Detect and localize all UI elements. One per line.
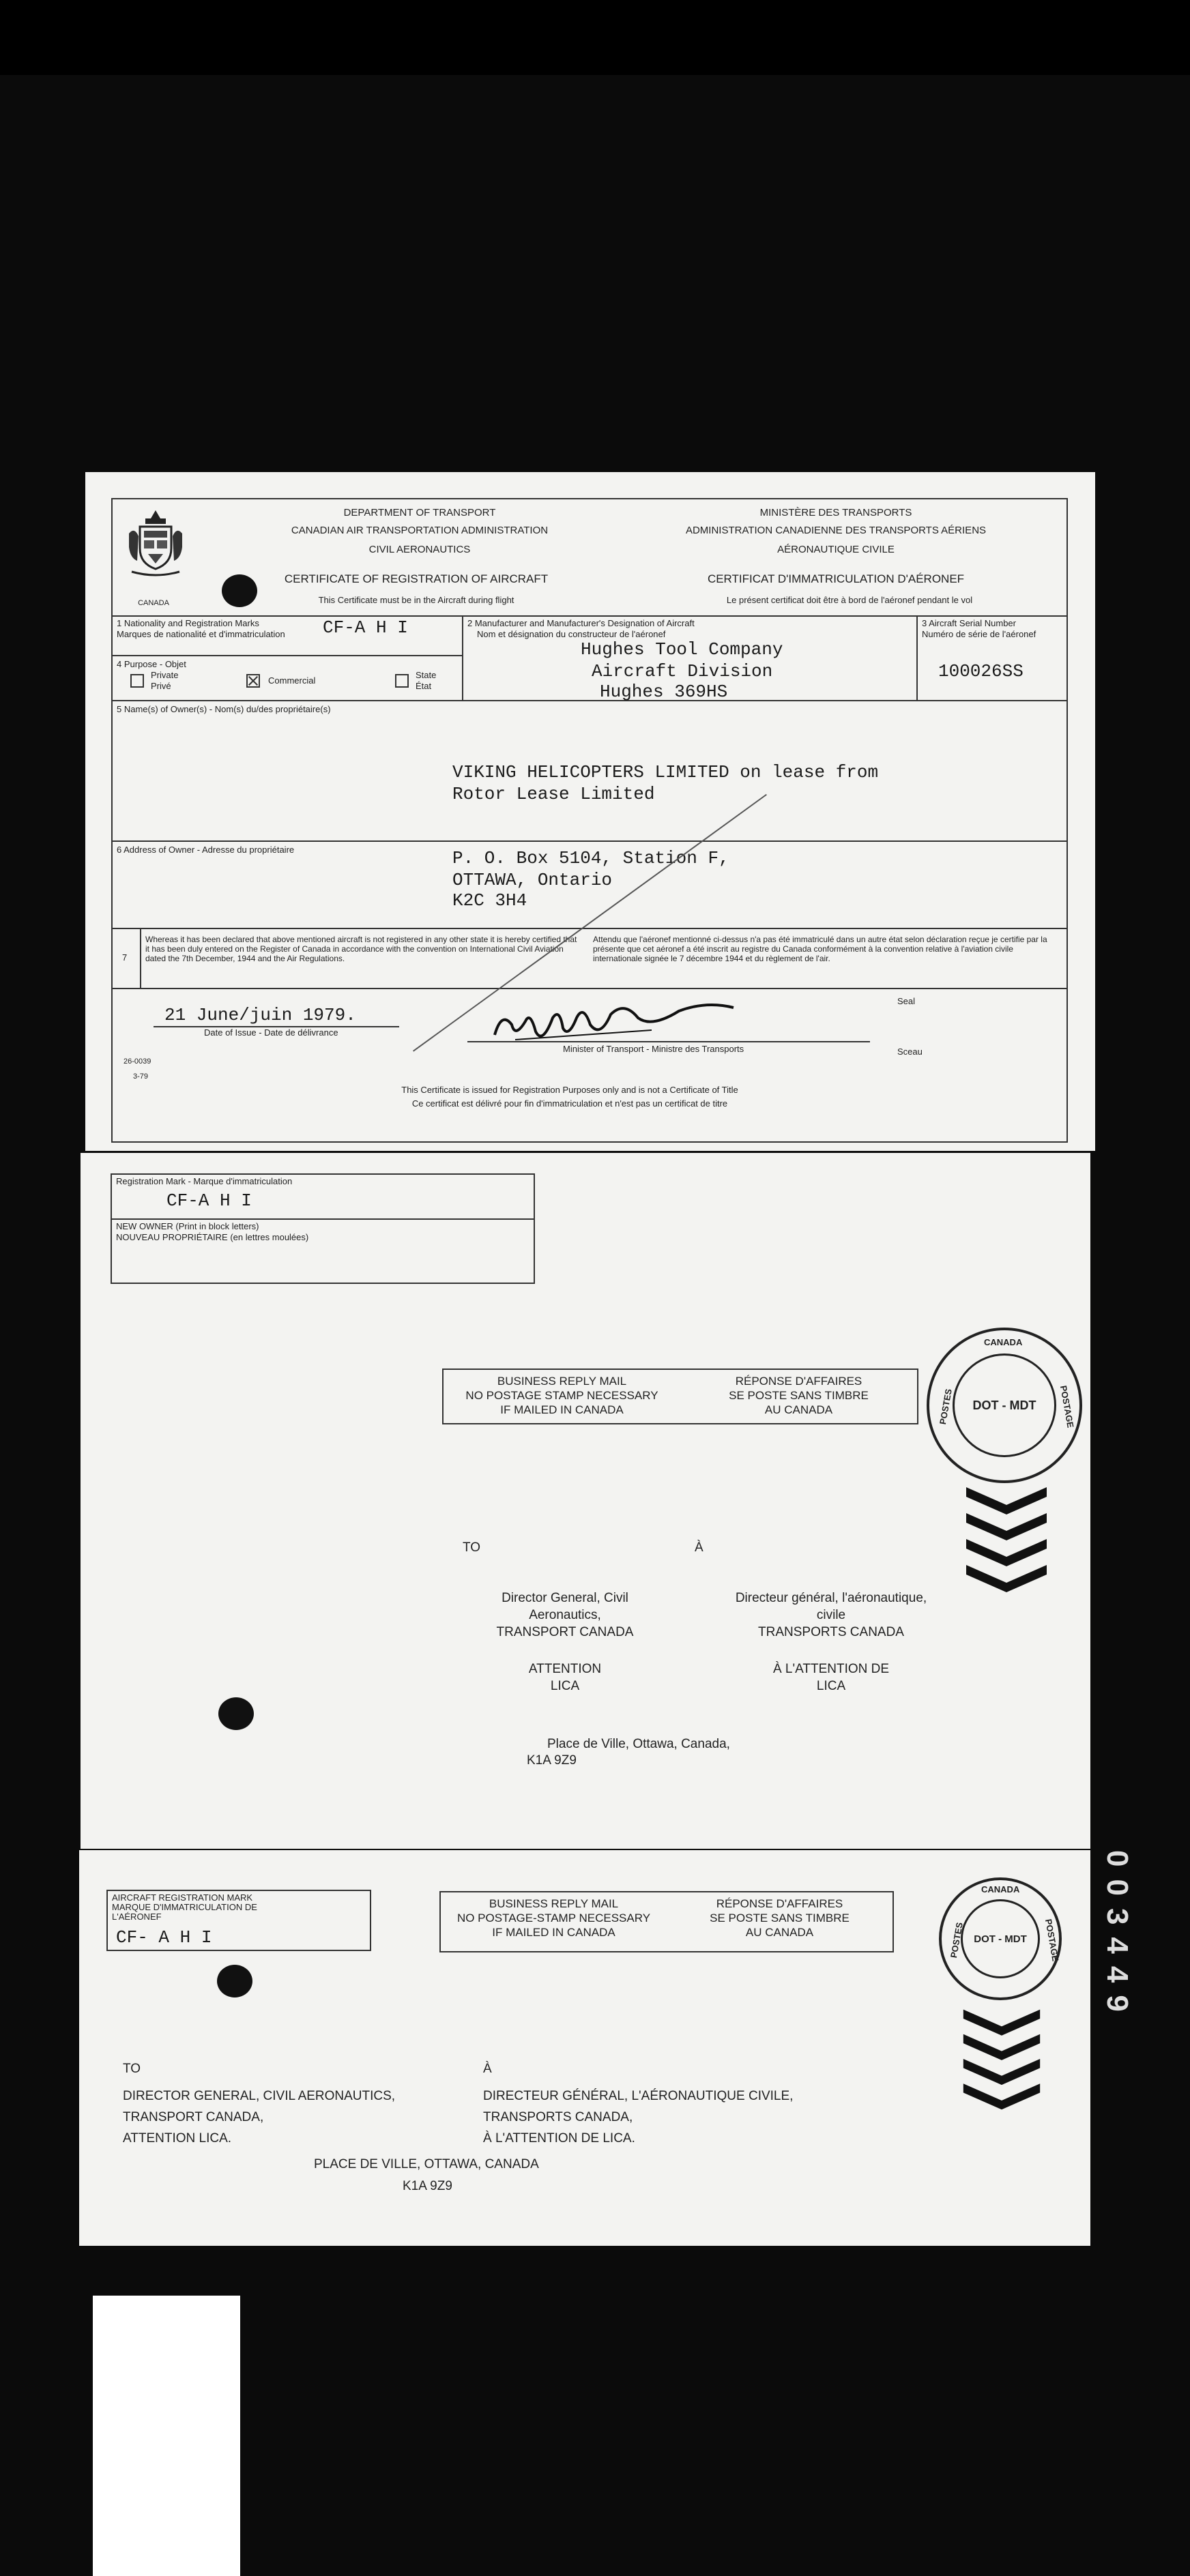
serial-number: 100026SS	[938, 661, 1024, 682]
mail2-addr-fr	[483, 2088, 793, 2147]
stamp-inner	[953, 1353, 1056, 1457]
manufacturer-line2: Aircraft Division	[592, 661, 773, 682]
field2-label-fr: Nom et désignation du constructeur de l'aéronef	[477, 629, 666, 639]
title-en: CERTIFICATE OF REGISTRATION OF AIRCRAFT	[284, 572, 549, 585]
stamp2-left: POSTES	[948, 1921, 965, 1959]
mail1-fr2: civile	[816, 1608, 846, 1622]
punch-hole-3	[217, 1965, 252, 1997]
reg-mark-label: Registration Mark - Marque d'immatriculation	[116, 1176, 293, 1186]
mail1-fr3: TRANSPORTS CANADA	[758, 1625, 904, 1639]
rule-col-a	[462, 615, 463, 700]
mail1-en3: TRANSPORT CANADA	[496, 1625, 634, 1639]
reply-en-2: NO POSTAGE STAMP NECESSARY	[465, 1389, 658, 1402]
issue-date-label: Date of Issue - Date de délivrance	[204, 1027, 338, 1038]
owner-line1: VIKING HELICOPTERS LIMITED on lease from	[452, 762, 879, 782]
field4-label: 4 Purpose - Objet	[117, 659, 186, 669]
mail1-a: À	[695, 1540, 703, 1555]
stamp-text: DOT - MDT	[972, 1398, 1036, 1412]
mail1-en1: Director General, Civil	[502, 1591, 628, 1605]
business-reply-box-2	[439, 1891, 894, 1952]
card3-label3: L'AÉRONEF	[112, 1912, 162, 1922]
reply-fr-1: RÉPONSE D'AFFAIRES	[735, 1375, 862, 1388]
purpose-private	[130, 670, 179, 691]
rule-field7	[111, 988, 1068, 989]
mail2-a: À	[483, 2062, 492, 2076]
minister-rule	[467, 1041, 870, 1042]
owner-line2: Rotor Lease Limited	[452, 784, 655, 804]
punch-hole-2	[218, 1697, 254, 1730]
field1-label-fr: Marques de nationalité et d'immatriculation	[117, 629, 285, 639]
mail1-postal: K1A 9Z9	[527, 1753, 577, 1768]
mail1-attention-fr	[681, 1660, 981, 1695]
dept-fr: MINISTÈRE DES TRANSPORTS	[759, 507, 912, 518]
field3-label-fr: Numéro de série de l'aéronef	[922, 629, 1036, 639]
film-leader-tab	[93, 2296, 240, 2576]
field7-text-en: Whereas it has been declared that above mentioned aircraft is not registered in any other state it is hereby certified that it has been duly entered on the Register of Canada in accordance with the convention on International Civil Aviation dated the 7th December, 1944 and the Air Regulations.	[145, 935, 577, 963]
address-line3: K2C 3H4	[452, 890, 527, 911]
transfer-card	[81, 1153, 1090, 1849]
card3-label2: MARQUE D'IMMATRICULATION DE	[112, 1902, 257, 1912]
address-line1: P. O. Box 5104, Station F,	[452, 848, 729, 868]
rule-field5	[111, 840, 1068, 842]
reply2-fr-2: SE POSTE SANS TIMBRE	[710, 1912, 850, 1924]
note-fr: Le présent certificat doit être à bord de l'aéronef pendant le vol	[726, 595, 973, 605]
seal-label: Seal	[897, 996, 916, 1006]
address-line2: OTTAWA, Ontario	[452, 870, 613, 890]
reply2-en-2: NO POSTAGE-STAMP NECESSARY	[456, 1912, 651, 1924]
stamp2-text: DOT - MDT	[974, 1933, 1027, 1945]
admin-en: CANADIAN AIR TRANSPORTATION ADMINISTRATION	[291, 525, 549, 536]
reply-en-1: BUSINESS REPLY MAIL	[497, 1375, 627, 1388]
manufacturer-line3: Hughes 369HS	[600, 682, 728, 702]
mail2-addr-en	[123, 2088, 395, 2147]
film-top-strip	[0, 0, 1190, 75]
rule-header	[111, 615, 1068, 617]
manufacturer-line1: Hughes Tool Company	[581, 639, 783, 660]
mail2-to: TO	[123, 2062, 141, 2076]
state-label-fr: État	[416, 681, 432, 691]
mail2-fr1: DIRECTEUR GÉNÉRAL, L'AÉRONAUTIQUE CIVILE,	[483, 2089, 794, 2103]
film-serial-number: 003449	[1101, 1850, 1134, 2024]
mail2-en1: DIRECTOR GENERAL, CIVIL AERONAUTICS,	[123, 2089, 396, 2103]
purpose-state	[395, 670, 437, 691]
private-checkbox[interactable]	[130, 674, 144, 688]
mail1-attention-en	[442, 1660, 688, 1695]
reply-fr-3: AU CANADA	[764, 1403, 833, 1416]
rule-col-b	[916, 615, 918, 700]
business-reply-box	[442, 1368, 918, 1424]
chevrons-icon-2	[961, 2004, 1043, 2113]
crest-label: CANADA	[138, 599, 169, 607]
state-checkbox[interactable]	[395, 674, 409, 688]
postage-stamp-2	[939, 1877, 1062, 2000]
sceau-label: Sceau	[897, 1046, 923, 1057]
reply-en	[444, 1370, 680, 1423]
return-card	[79, 1850, 1090, 2246]
mail1-att-en2: LICA	[550, 1679, 580, 1693]
card3-label1: AIRCRAFT REGISTRATION MARK	[112, 1892, 253, 1903]
reply2-en-3: IF MAILED IN CANADA	[492, 1926, 615, 1939]
mail2-en3: ATTENTION LICA.	[123, 2131, 232, 2146]
registration-mark: CF-A H I	[323, 617, 408, 638]
mail1-att-fr: À L'ATTENTION DE	[772, 1662, 890, 1676]
mail1-fr1: Directeur général, l'aéronautique,	[735, 1591, 927, 1605]
reg-rule	[111, 1218, 535, 1220]
note-en: This Certificate must be in the Aircraft during flight	[318, 595, 514, 605]
form-number: 26-0039	[124, 1057, 151, 1066]
form-date: 3-79	[133, 1072, 149, 1081]
field5-label: 5 Name(s) of Owner(s) - Nom(s) du/des propriétaire(s)	[117, 704, 331, 714]
card3-reg-value: CF- A H I	[116, 1927, 212, 1948]
stamp2-inner	[961, 1899, 1040, 1978]
reply2-en	[441, 1892, 667, 1951]
mail1-place: Place de Ville, Ottawa, Canada,	[547, 1737, 730, 1751]
footer-fr: Ce certificat est délivré pour fin d'immatriculation et n'est pas un certificat de titre	[411, 1098, 728, 1109]
stamp2-top: CANADA	[981, 1884, 1020, 1894]
mail1-en2: Aeronautics,	[529, 1608, 601, 1622]
rule-field7-num	[140, 929, 141, 988]
new-owner-label-fr: NOUVEAU PROPRIÉTAIRE (en lettres moulées)	[116, 1232, 309, 1242]
postage-stamp	[927, 1328, 1082, 1483]
reply2-fr-3: AU CANADA	[745, 1926, 814, 1939]
reg-mark-value: CF-A H I	[166, 1190, 252, 1211]
field2-label-en: 2 Manufacturer and Manufacturer's Designation of Aircraft	[467, 618, 695, 628]
civil-fr: AÉRONAUTIQUE CIVILE	[777, 544, 895, 555]
reply2-en-1: BUSINESS REPLY MAIL	[489, 1897, 619, 1910]
field3-label-en: 3 Aircraft Serial Number	[922, 618, 1016, 628]
dept-en: DEPARTMENT OF TRANSPORT	[343, 507, 496, 518]
mail1-att-en: ATTENTION	[528, 1662, 602, 1676]
reply-en-3: IF MAILED IN CANADA	[500, 1403, 624, 1416]
purpose-commercial	[246, 674, 316, 688]
rule-field6	[111, 928, 1068, 929]
field6-label: 6 Address of Owner - Adresse du propriétaire	[117, 845, 295, 855]
mail2-fr2: TRANSPORTS CANADA,	[483, 2110, 633, 2124]
stamp-right: POSTAGE	[1058, 1384, 1076, 1429]
mail1-addr-fr	[681, 1590, 981, 1641]
field1-label-en: 1 Nationality and Registration Marks	[117, 618, 259, 628]
stamp2-right: POSTAGE	[1043, 1918, 1061, 1963]
mail2-place: PLACE DE VILLE, OTTAWA, CANADA	[314, 2157, 539, 2171]
commercial-label: Commercial	[268, 675, 316, 686]
reply2-fr	[667, 1892, 893, 1951]
commercial-checkbox[interactable]	[246, 674, 260, 688]
rule-field1	[111, 655, 463, 656]
field7-text-fr: Attendu que l'aéronef mentionné ci-dessus n'a pas été immatriculé dans un autre état selon déclaration reçue je certifie par la présente que cet aéronef a été inscrit au registre du Canada conformément à la convention relative à l'aviation civile internationale signée le 7 décembre 1944 et du règlement de l'air.	[593, 935, 1047, 963]
private-label-fr: Privé	[151, 681, 171, 691]
chevrons-icon	[963, 1484, 1049, 1594]
rule-field4	[111, 700, 1068, 701]
private-label: Private	[151, 670, 179, 680]
admin-fr: ADMINISTRATION CANADIENNE DES TRANSPORTS AÉRIENS	[685, 525, 987, 536]
mail2-postal: K1A 9Z9	[403, 2179, 452, 2193]
state-label: State	[416, 670, 437, 680]
mail2-en2: TRANSPORT CANADA,	[123, 2110, 264, 2124]
reply-fr-2: SE POSTE SANS TIMBRE	[729, 1389, 869, 1402]
footer-en: This Certificate is issued for Registration Purposes only and is not a Certificate of Title	[401, 1085, 738, 1095]
mail1-addr-en	[442, 1590, 688, 1641]
stamp-left: POSTES	[937, 1388, 954, 1426]
canada-crest-icon	[125, 506, 186, 588]
mail2-fr3: À L'ATTENTION DE LICA.	[483, 2131, 635, 2146]
title-fr: CERTIFICAT D'IMMATRICULATION D'AÉRONEF	[707, 572, 965, 585]
field7-number: 7	[122, 952, 128, 963]
civil-en: CIVIL AERONAUTICS	[368, 544, 471, 555]
certificate-card	[85, 472, 1095, 1151]
mail1-to: TO	[463, 1540, 481, 1555]
issue-date: 21 June/juin 1979.	[164, 1005, 356, 1025]
stamp-top: CANADA	[984, 1337, 1023, 1347]
new-owner-label-en: NEW OWNER (Print in block letters)	[116, 1221, 259, 1231]
mail1-att-fr2: LICA	[816, 1679, 846, 1693]
reply-fr	[680, 1370, 917, 1423]
minister-label: Minister of Transport - Ministre des Transports	[563, 1044, 744, 1054]
reply2-fr-1: RÉPONSE D'AFFAIRES	[716, 1897, 843, 1910]
